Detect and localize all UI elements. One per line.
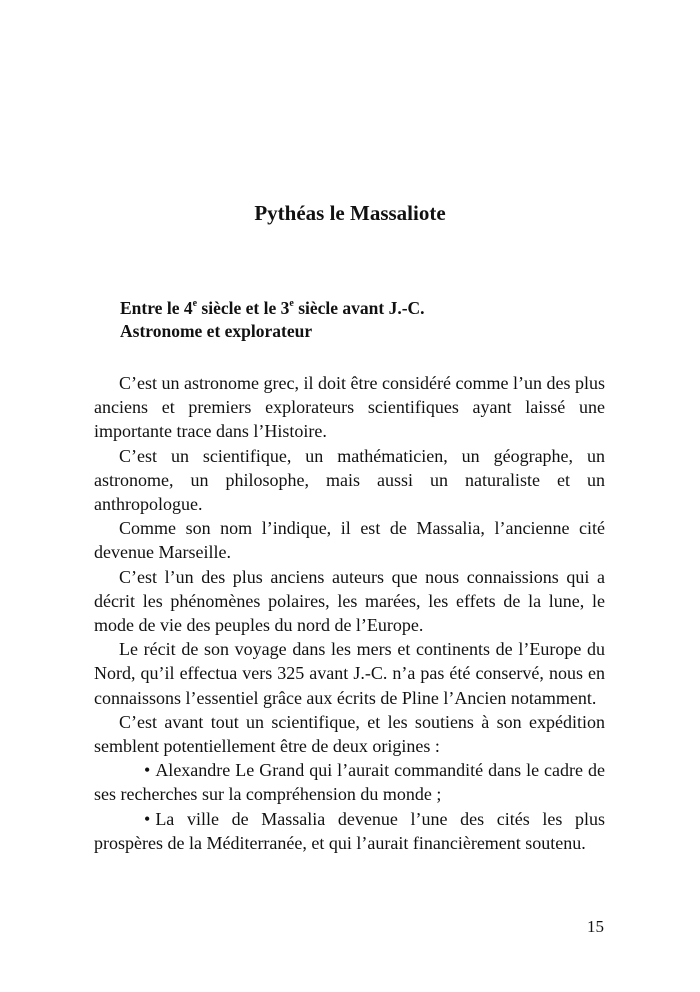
paragraph: C’est un astronome grec, il doit être considéré comme l’un des plus anciens et premiers explorateurs scientifiques ayant laissé une importante trace dans l’Histoire. — [94, 373, 605, 442]
chapter-subheading — [120, 297, 425, 343]
paragraph: Comme son nom l’indique, il est de Massalia, l’ancienne cité devenue Marseille. — [94, 518, 605, 563]
bullet-text: La ville de Massalia devenue l’une des cités les plus prospères de la Méditerranée, et qui l’aurait financièrement soutenu. — [94, 808, 605, 853]
subheading-period: Entre le 4e siècle et le 3e siècle avant J.-C. — [120, 298, 425, 318]
chapter-title: Pythéas le Massaliote — [254, 201, 446, 225]
page-number: 15 — [587, 917, 604, 936]
superscript-e: e — [192, 298, 198, 310]
paragraph: C’est l’un des plus anciens auteurs que nous connaissions qui a décrit les phénomènes polaires, les marées, les effets de la lune, le mode de vie des peuples du nord de l’Europe. — [94, 566, 605, 636]
subheading-role: Astronome et explorateur — [120, 321, 313, 341]
bullet-icon: • — [144, 760, 151, 781]
bullet-item — [94, 807, 605, 855]
bullet-text: Alexandre Le Grand qui l’aurait commandité dans le cadre de ses recherches sur la compréhension du monde ; — [94, 760, 605, 805]
paragraph: C’est un scientifique, un mathématicien, un géographe, un astronome, un philosophe, mais aussi un naturaliste et un anthropologue. — [94, 445, 605, 515]
superscript-e: e — [289, 298, 294, 310]
paragraph: C’est avant tout un scientifique, et les soutiens à son expédition semblent potentiellement être de deux origines : — [94, 711, 605, 757]
paragraph: Le récit de son voyage dans les mers et continents de l’Europe du Nord, qu’il effectua vers 325 avant J.-C. n’a pas été conservé, nous en connaissons l’essentiel grâce aux écrits de Pline l’Ancien notamment. — [94, 639, 605, 708]
bullet-item — [94, 758, 605, 806]
bullet-icon: • — [144, 808, 151, 829]
body-text — [94, 371, 605, 855]
